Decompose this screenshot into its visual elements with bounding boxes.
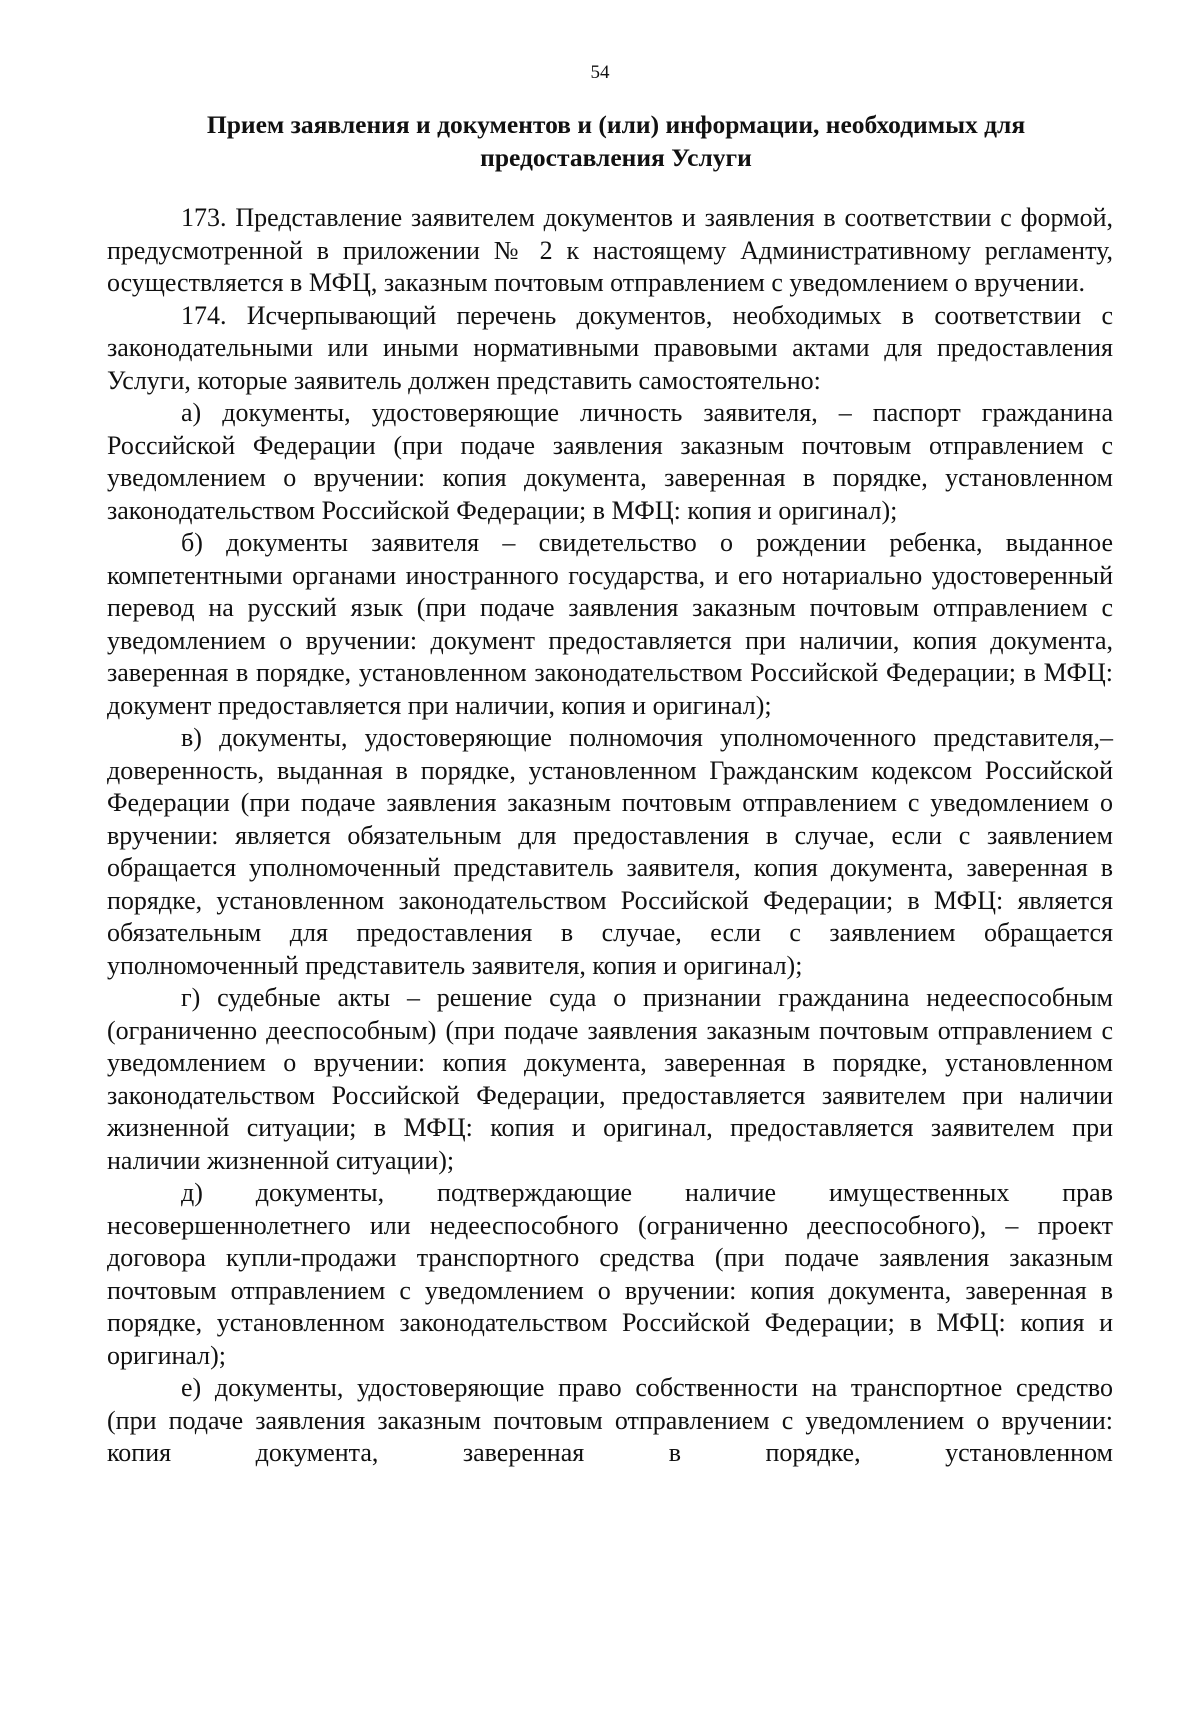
list-item-d: д) документы, подтверждающие наличие имущественных прав несовершеннолетнего или недееспособного (ограниченно дееспособного), – проект договора купли-продажи транспортного средства (при подаче заявления заказным почтовым отправлением с уведомлением о вручении: копия документа, заверенная в порядке, установленном законодательством Российской Федерации; в МФЦ: копия и оригинал);	[107, 1178, 1113, 1370]
list-item-a: а) документы, удостоверяющие личность заявителя, – паспорт гражданина Российской Федерации (при подаче заявления заказным почтовым отправлением с уведомлением о вручении: копия документа, заверенная в порядке, установленном законодательством Российской Федерации; в МФЦ: копия и оригинал);	[107, 398, 1113, 525]
page-number: 54	[590, 62, 610, 83]
list-item-e: е) документы, удостоверяющие право собственности на транспортное средство (при подаче заявления заказным почтовым отправлением с уведомлением о вручении: копия документа, заверенная в порядке, установленном	[107, 1373, 1113, 1467]
paragraph-174: 174. Исчерпывающий перечень документов, необходимых в соответствии с законодательными или иными нормативными правовыми актами для предоставления Услуги, которые заявитель должен представить самостоятельно:	[107, 300, 1113, 395]
section-title	[130, 108, 1102, 174]
section-title-line: Прием заявления и документов и (или) информации, необходимых для	[206, 110, 1026, 139]
list-item-b: б) документы заявителя – свидетельство о рождении ребенка, выданное компетентными органами иностранного государства, и его нотариально удостоверенный перевод на русский язык (при подаче заявления заказным почтовым отправлением с уведомлением о вручении: документ предоставляется при наличии, копия документа, заверенная в порядке, установленном законодательством Российской Федерации; в МФЦ: документ предоставляется при наличии, копия и оригинал);	[107, 528, 1113, 720]
paragraph-173: 173. Представление заявителем документов и заявления в соответствии с формой, предусмотренной в приложении № 2 к настоящему Административному регламенту, осуществляется в МФЦ, заказным почтовым отправлением с уведомлением о вручении.	[107, 203, 1113, 297]
document-body	[107, 202, 1113, 1470]
list-item-g: г) судебные акты – решение суда о признании гражданина недееспособным (ограниченно дееспособным) (при подаче заявления заказным почтовым отправлением с уведомлением о вручении: копия документа, заверенная в порядке, установленном законодательством Российской Федерации, предоставляется заявителем при наличии жизненной ситуации; в МФЦ: копия и оригинал, предоставляется заявителем при наличии жизненной ситуации);	[107, 983, 1113, 1175]
section-title-line: предоставления Услуги	[480, 143, 752, 172]
list-item-v: в) документы, удостоверяющие полномочия уполномоченного представителя,– доверенность, выданная в порядке, установленном Гражданским кодексом Российской Федерации (при подаче заявления заказным почтовым отправлением с уведомлением о вручении: является обязательным для предоставления в случае, если с заявлением обращается уполномоченный представитель заявителя, копия документа, заверенная в порядке, установленном законодательством Российской Федерации; в МФЦ: является обязательным для предоставления в случае, если с заявлением обращается уполномоченный представитель заявителя, копия и оригинал);	[107, 723, 1113, 980]
